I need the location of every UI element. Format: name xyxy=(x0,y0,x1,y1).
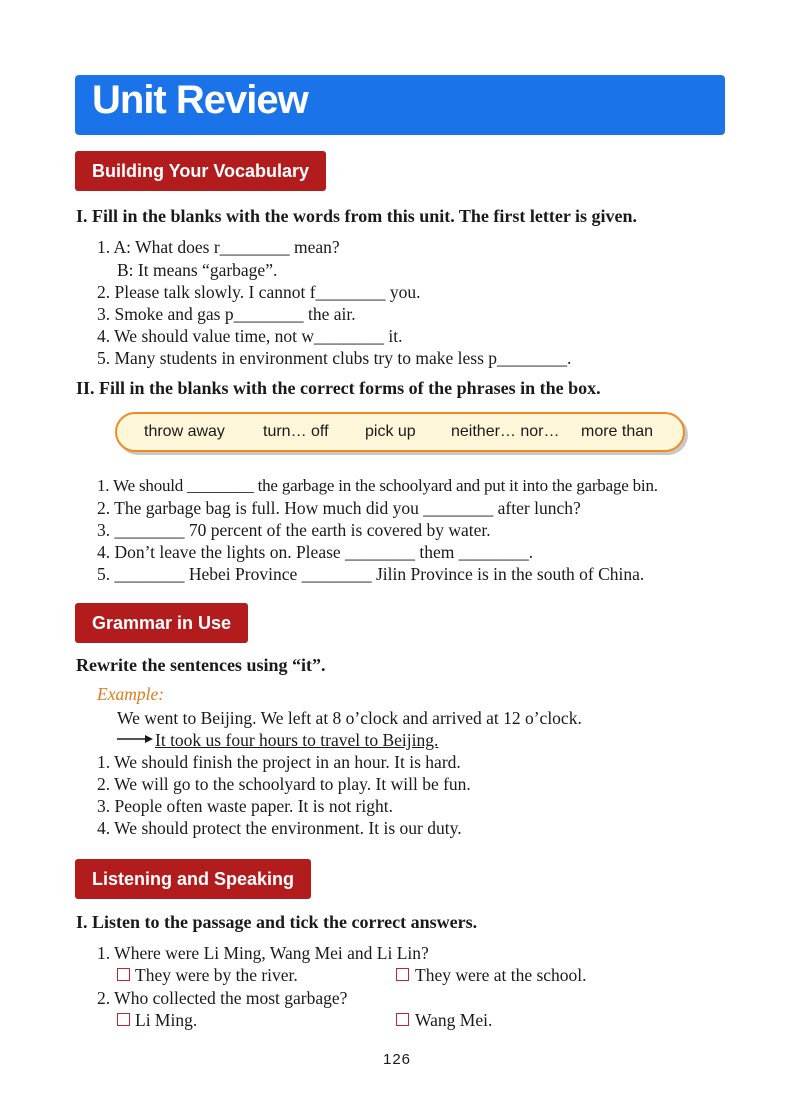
vocab-part1-line: B: It means “garbage”. xyxy=(117,260,278,280)
phrase-item: turn… off xyxy=(263,423,329,440)
vocab-part2-heading: II. Fill in the blanks with the correct forms of the phrases in the box. xyxy=(76,378,601,398)
page-title: Unit Review xyxy=(92,78,308,122)
section-tab-grammar: Grammar in Use xyxy=(75,603,248,643)
vocab-part1-heading: I. Fill in the blanks with the words from this unit. The first letter is given. xyxy=(76,206,638,226)
page-number: 126 xyxy=(383,1051,412,1068)
vocab-part2-line: 4. Don’t leave the lights on. Please ________ them ________. xyxy=(97,542,534,562)
vocab-part1-line: 1. A: What does r________ mean? xyxy=(97,237,340,257)
vocab-part1-line: 3. Smoke and gas p________ the air. xyxy=(97,304,356,324)
answer-checkbox[interactable] xyxy=(117,968,130,981)
answer-checkbox[interactable] xyxy=(396,1013,409,1026)
grammar-line: 1. We should finish the project in an hour. It is hard. xyxy=(97,752,461,772)
phrase-item: throw away xyxy=(144,423,225,440)
vocab-part2-line: 5. ________ Hebei Province ________ Jilin Province is in the south of China. xyxy=(97,564,645,584)
grammar-line: 2. We will go to the schoolyard to play. It will be fun. xyxy=(97,774,471,794)
answer-option: Li Ming. xyxy=(135,1010,198,1030)
section-tab-listening: Listening and Speaking xyxy=(75,859,311,899)
answer-checkbox[interactable] xyxy=(117,1013,130,1026)
answer-option: They were at the school. xyxy=(415,965,587,985)
vocab-part2-line: 1. We should ________ the garbage in the schoolyard and put it into the garbage bin. xyxy=(97,476,658,495)
phrase-item: pick up xyxy=(365,423,416,440)
vocab-part2-line: 2. The garbage bag is full. How much did you ________ after lunch? xyxy=(97,498,581,518)
listening-heading: I. Listen to the passage and tick the correct answers. xyxy=(76,912,478,932)
phrase-item: neither… nor… xyxy=(451,423,560,440)
grammar-heading: Rewrite the sentences using “it”. xyxy=(76,655,326,675)
answer-option: They were by the river. xyxy=(135,965,298,985)
example-label: Example: xyxy=(97,684,165,704)
vocab-part2-line: 3. ________ 70 percent of the earth is covered by water. xyxy=(97,520,491,540)
grammar-line: 3. People often waste paper. It is not right. xyxy=(97,796,393,816)
answer-checkbox[interactable] xyxy=(396,968,409,981)
listening-question: 2. Who collected the most garbage? xyxy=(97,988,348,1008)
section-tab-vocabulary: Building Your Vocabulary xyxy=(75,151,326,191)
vocab-part1-line: 4. We should value time, not w________ it. xyxy=(97,326,403,346)
listening-question: 1. Where were Li Ming, Wang Mei and Li Lin? xyxy=(97,943,429,963)
phrase-item: more than xyxy=(581,423,654,440)
vocab-part1-line: 5. Many students in environment clubs try to make less p________. xyxy=(97,348,572,368)
arrow-right-icon xyxy=(116,733,154,745)
grammar-line: 4. We should protect the environment. It is our duty. xyxy=(97,818,462,838)
answer-option: Wang Mei. xyxy=(415,1010,493,1030)
example-sentence: We went to Beijing. We left at 8 o’clock and arrived at 12 o’clock. xyxy=(117,708,582,728)
vocab-part1-line: 2. Please talk slowly. I cannot f________ you. xyxy=(97,282,421,302)
example-answer: It took us four hours to travel to Beijing. xyxy=(155,730,439,750)
